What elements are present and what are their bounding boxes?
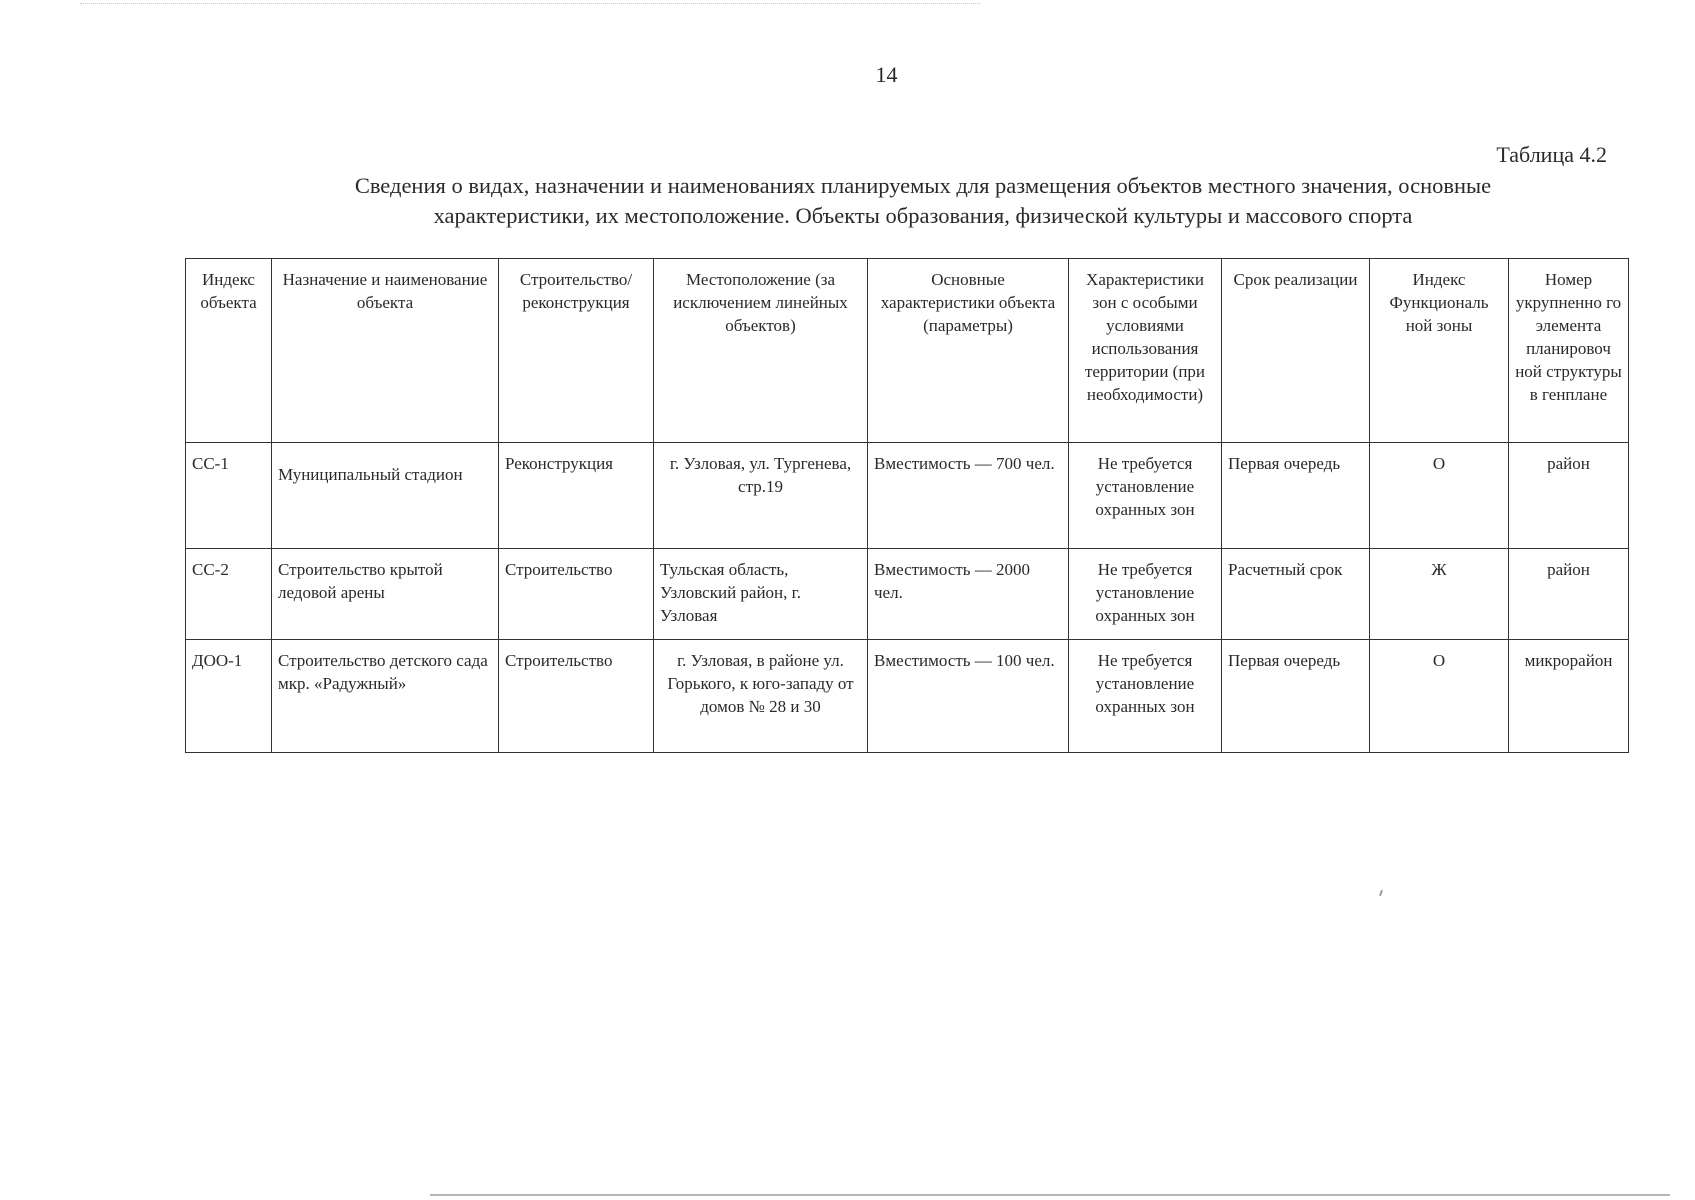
cell-type: Строительство — [499, 549, 654, 640]
cell-name: Строительство крытой ледовой арены — [272, 549, 499, 640]
cell-type: Строительство — [499, 640, 654, 753]
scan-bottom-edge — [430, 1194, 1670, 1196]
header-location: Местоположение (за исключением линейных объектов) — [654, 259, 868, 443]
scan-edge-artifact — [80, 3, 980, 6]
table-title-line-2: характеристики, их местоположение. Объекты образования, физической культуры и массового спорта — [433, 203, 1413, 228]
cell-func-zone: О — [1370, 443, 1509, 549]
cell-type: Реконструкция — [499, 443, 654, 549]
header-type: Строительство/ реконструкция — [499, 259, 654, 443]
page-number: 14 — [875, 62, 898, 87]
cell-zones: Не требуется установление охранных зон — [1069, 443, 1222, 549]
header-params: Основные характеристики объекта (параметры) — [868, 259, 1069, 443]
cell-params: Вместимость — 100 чел. — [868, 640, 1069, 753]
scan-speck — [1379, 890, 1383, 896]
header-index: Индекс объекта — [186, 259, 272, 443]
cell-term: Первая очередь — [1222, 443, 1370, 549]
header-element: Номер укрупненно го элемента планировоч ной структуры в генплане — [1509, 259, 1629, 443]
cell-params: Вместимость — 700 чел. — [868, 443, 1069, 549]
cell-location: Тульская область, Узловский район, г. Узловая — [654, 549, 868, 640]
table-row — [186, 443, 1629, 549]
cell-location: г. Узловая, в районе ул. Горького, к юго-западу от домов № 28 и 30 — [654, 640, 868, 753]
table-title-line-1: Сведения о видах, назначении и наименованиях планируемых для размещения объектов местного значения, основные — [354, 173, 1492, 198]
cell-params: Вместимость — 2000 чел. — [868, 549, 1069, 640]
table-row — [186, 549, 1629, 640]
header-func-zone: Индекс Функциональ ной зоны — [1370, 259, 1509, 443]
table-label: Таблица 4.2 — [1496, 142, 1607, 167]
cell-index: ДОО-1 — [186, 640, 272, 753]
cell-element: район — [1509, 443, 1629, 549]
cell-zones: Не требуется установление охранных зон — [1069, 640, 1222, 753]
cell-term: Расчетный срок — [1222, 549, 1370, 640]
cell-element: микрорайон — [1509, 640, 1629, 753]
cell-index: СС-2 — [186, 549, 272, 640]
cell-name: Муниципальный стадион — [272, 443, 499, 549]
cell-name: Строительство детского сада мкр. «Радужный» — [272, 640, 499, 753]
header-term: Срок реализации — [1222, 259, 1370, 443]
cell-zones: Не требуется установление охранных зон — [1069, 549, 1222, 640]
cell-index: СС-1 — [186, 443, 272, 549]
header-zones: Характеристики зон с особыми условиями использования территории (при необходимости) — [1069, 259, 1222, 443]
table-row — [186, 640, 1629, 753]
cell-element: район — [1509, 549, 1629, 640]
table-title — [240, 171, 1606, 231]
header-name: Назначение и наименование объекта — [272, 259, 499, 443]
cell-location: г. Узловая, ул. Тургенева, стр.19 — [654, 443, 868, 549]
cell-func-zone: О — [1370, 640, 1509, 753]
cell-func-zone: Ж — [1370, 549, 1509, 640]
objects-table — [185, 258, 1629, 753]
cell-term: Первая очередь — [1222, 640, 1370, 753]
table-header-row — [186, 259, 1629, 443]
